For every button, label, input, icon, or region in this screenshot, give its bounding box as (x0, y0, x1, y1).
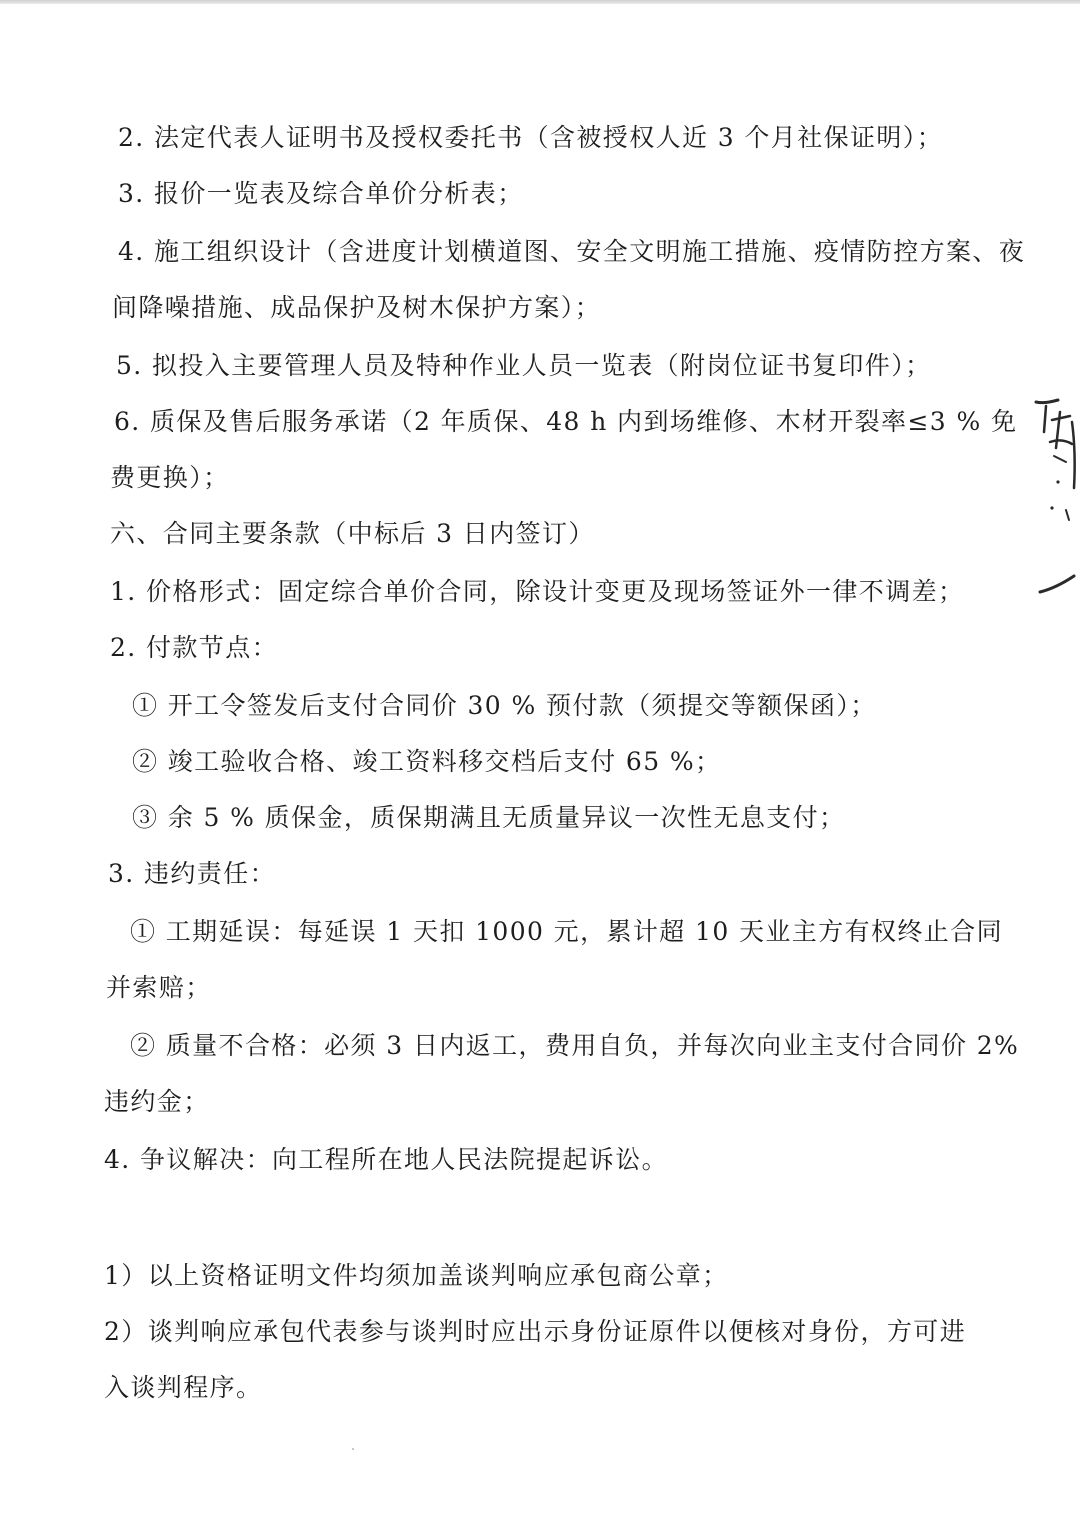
item-5-personnel-list: 5. 拟投入主要管理人员及特种作业人员一览表（附岗位证书复印件）； (116, 351, 932, 380)
note-1-seal: 1）以上资格证明文件均须加盖谈判响应承包商公章； (104, 1261, 729, 1290)
item-6-warranty-commitment: 6. 质保及售后服务承诺（2 年质保、48 h 内到场维修、木材开裂率≤3 % 免 (114, 407, 1018, 436)
note-2-continuation: 入谈判程序。 (104, 1373, 263, 1402)
item-3-price-list: 3. 报价一览表及综合单价分析表； (118, 179, 524, 208)
item-4-construction-design: 4. 施工组织设计（含进度计划横道图、安全文明施工措施、疫情防控方案、夜 (118, 237, 1026, 266)
scan-speck (352, 1448, 354, 1450)
payment-node-2: ② 竣工验收合格、竣工资料移交档后支付 65 %； (132, 747, 722, 776)
liability-quality: ② 质量不合格：必须 3 日内返工，费用自负，并每次向业主支付合同价 2% (130, 1031, 1020, 1060)
liability-delay: ① 工期延误：每延误 1 天扣 1000 元，累计超 10 天业主方有权终止合同 (130, 917, 1003, 946)
clause-3-liability: 3. 违约责任： (108, 859, 276, 888)
clause-4-dispute: 4. 争议解决：向工程所在地人民法院提起诉讼。 (104, 1145, 669, 1174)
clause-1-price-form: 1. 价格形式：固定综合单价合同，除设计变更及现场签证外一律不调差； (110, 577, 965, 606)
partial-seal-stamp (1022, 392, 1080, 602)
note-2-id-check: 2）谈判响应承包代表参与谈判时应出示身份证原件以便核对身份，方可进 (104, 1317, 967, 1346)
item-4-continuation: 间降噪措施、成品保护及树木保护方案）； (112, 293, 602, 322)
liability-quality-continuation: 违约金； (104, 1087, 210, 1116)
item-2-legal-rep-certificate: 2. 法定代表人证明书及授权委托书（含被授权人近 3 个月社保证明）； (118, 123, 944, 152)
section-6-heading: 六、合同主要条款（中标后 3 日内签订） (110, 519, 595, 548)
item-6-continuation: 费更换）； (110, 463, 230, 492)
clause-2-payment-nodes: 2. 付款节点： (110, 633, 278, 662)
payment-node-1: ① 开工令签发后支付合同价 30 % 预付款（须提交等额保函）； (132, 691, 877, 720)
liability-delay-continuation: 并索赔； (106, 973, 212, 1002)
payment-node-3: ③ 余 5 % 质保金，质保期满且无质量异议一次性无息支付； (132, 803, 846, 832)
scan-top-edge (0, 0, 1080, 4)
